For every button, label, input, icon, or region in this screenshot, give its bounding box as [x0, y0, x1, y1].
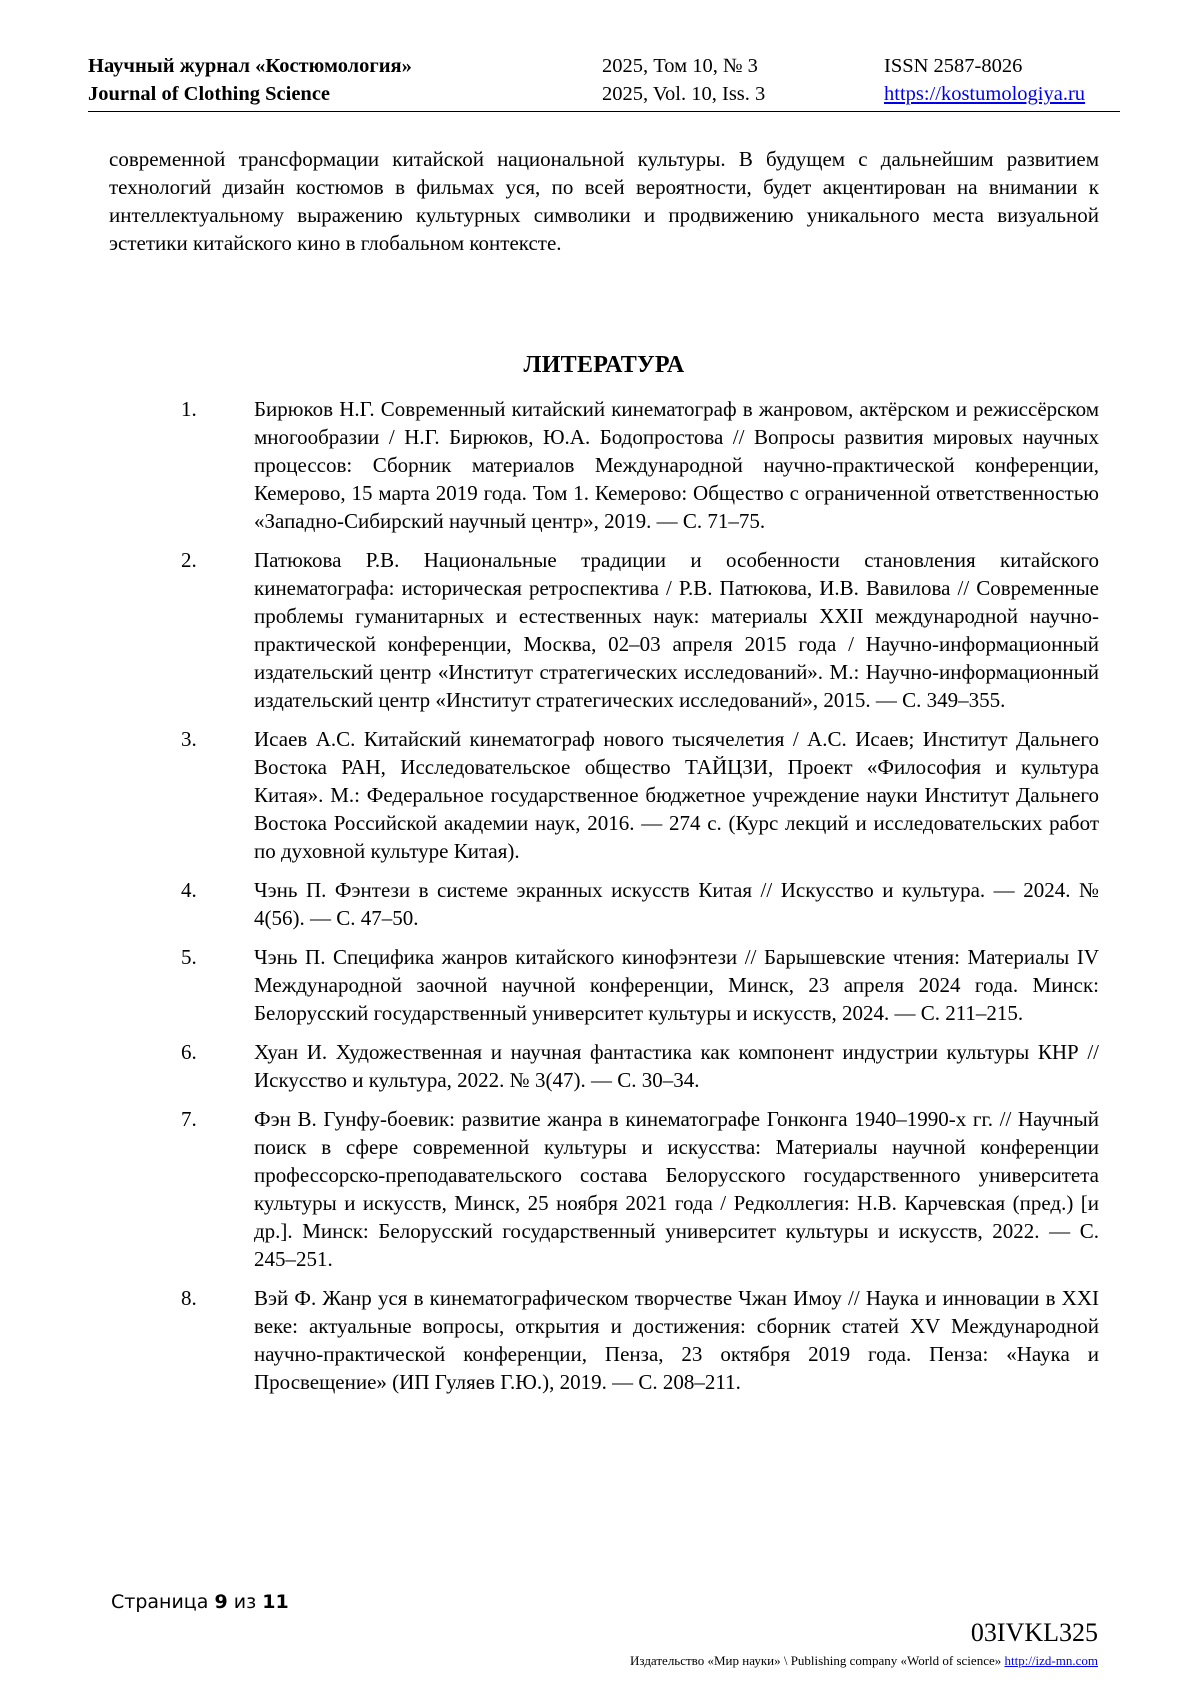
reference-item — [109, 1284, 1099, 1396]
page-current: 9 — [214, 1591, 228, 1613]
issue-block — [602, 52, 765, 108]
body-paragraph: современной трансформации китайской национальной культуры. В будущем с дальнейшим развитием технологий дизайн костюмов в фильмах уся, по всей вероятности, будет акцентирован на внимании к интеллектуальному выражению культурных символики и продвижению уникального места визуальной эстетики китайского кино в глобальном контексте. — [109, 147, 1099, 255]
issn-block — [884, 52, 1085, 108]
reference-item — [109, 395, 1099, 535]
page-separator: из — [233, 1591, 257, 1613]
reference-text: Хуан И. Художественная и научная фантастика как компонент индустрии культуры КНР // Искусство и культура, 2022. № 3(47). — С. 30–34. — [254, 1040, 1099, 1092]
document-code: 03IVKL325 — [970, 1618, 1098, 1647]
reference-list — [109, 395, 1099, 1407]
publisher-text: Издательство «Мир науки» \ Publishing company «World of science» — [630, 1653, 1002, 1668]
journal-header — [88, 52, 1120, 110]
reference-number: 8. — [181, 1286, 197, 1310]
reference-item — [109, 725, 1099, 865]
publisher-link[interactable]: http://izd-mn.com — [1004, 1653, 1098, 1668]
reference-item — [109, 876, 1099, 932]
reference-text: Фэн В. Гунфу-боевик: развитие жанра в кинематографе Гонконга 1940–1990-х гг. // Научный поиск в сфере современной культуры и искусства: Материалы научной конференции профессорско-преподавательского состава Белорусского государственного университета культуры и искусств, Минск, 25 ноября 2021 года / Редколлегия: Н.В. Карчевская (пред.) [и др.]. Минск: Белорусский государственный университет культуры и искусств, 2022. — С. 245–251. — [254, 1107, 1099, 1271]
reference-text: Бирюков Н.Г. Современный китайский кинематограф в жанровом, актёрском и режиссёрском многообразии / Н.Г. Бирюков, Ю.А. Бодопростова // Вопросы развития мировых научных процессов: Сборник материалов Международной научно-практической конференции, Кемерово, 15 марта 2019 года. Том 1. Кемерово: Общество с ограниченной ответственностью «Западно-Сибирский научный центр», 2019. — С. 71–75. — [254, 397, 1099, 533]
header-divider — [88, 111, 1120, 112]
reference-number: 1. — [181, 397, 197, 421]
reference-item — [109, 1038, 1099, 1094]
page-number — [111, 1591, 289, 1613]
references-title: ЛИТЕРАТУРА — [523, 352, 685, 378]
reference-text: Патюкова Р.В. Национальные традиции и особенности становления китайского кинематографа: историческая ретроспектива / Р.В. Патюкова, И.В. Вавилова // Современные проблемы гуманитарных и естественных наук: материалы XXII международной научно-практической конференции, Москва, 02–03 апреля 2015 года / Научно-информационный издательский центр «Институт стратегических исследований». М.: Научно-информационный издательский центр «Институт стратегических исследований», 2015. — С. 349–355. — [254, 548, 1099, 712]
reference-item — [109, 546, 1099, 714]
journal-title-en: Journal of Clothing Science — [88, 83, 331, 105]
journal-title-ru: Научный журнал «Костюмология» — [88, 55, 412, 77]
journal-title-block — [88, 52, 412, 108]
reference-number: 5. — [181, 945, 197, 969]
reference-item — [109, 1105, 1099, 1273]
reference-text: Исаев А.С. Китайский кинематограф нового тысячелетия / А.С. Исаев; Институт Дальнего Востока РАН, Исследовательское общество ТАЙЦЗИ, Проект «Философия и культура Китая». М.: Федеральное государственное бюджетное учреждение науки Институт Дальнего Востока Российской академии наук, 2016. — 274 с. (Курс лекций и исследовательских работ по духовной культуре Китая). — [254, 727, 1099, 863]
page-total: 11 — [262, 1591, 289, 1613]
reference-text: Чэнь П. Специфика жанров китайского кинофэнтези // Барышевские чтения: Материалы IV Международной заочной научной конференции, Минск, 23 апреля 2024 года. Минск: Белорусский государственный университет культуры и искусств, 2024. — С. 211–215. — [254, 945, 1099, 1025]
publisher-line — [630, 1653, 1098, 1669]
issn: ISSN 2587-8026 — [884, 55, 1023, 77]
reference-number: 3. — [181, 727, 197, 751]
reference-text: Вэй Ф. Жанр уся в кинематографическом творчестве Чжан Имоу // Наука и инновации в XXI веке: актуальные вопросы, открытия и достижения: сборник статей XV Международной научно-практической конференции, Пенза, 23 октября 2019 года. Пенза: «Наука и Просвещение» (ИП Гуляев Г.Ю.), 2019. — С. 208–211. — [254, 1286, 1099, 1394]
reference-number: 4. — [181, 878, 197, 902]
reference-item — [109, 943, 1099, 1027]
journal-url-link[interactable]: https://kostumologiya.ru — [884, 83, 1086, 105]
reference-number: 7. — [181, 1107, 197, 1131]
issue-en: 2025, Vol. 10, Iss. 3 — [602, 83, 766, 105]
issue-ru: 2025, Том 10, № 3 — [602, 55, 758, 77]
reference-text: Чэнь П. Фэнтези в системе экранных искусств Китая // Искусство и культура. — 2024. № 4(56). — С. 47–50. — [254, 878, 1099, 930]
page-prefix: Страница — [111, 1591, 209, 1613]
reference-number: 6. — [181, 1040, 197, 1064]
reference-number: 2. — [181, 548, 197, 572]
